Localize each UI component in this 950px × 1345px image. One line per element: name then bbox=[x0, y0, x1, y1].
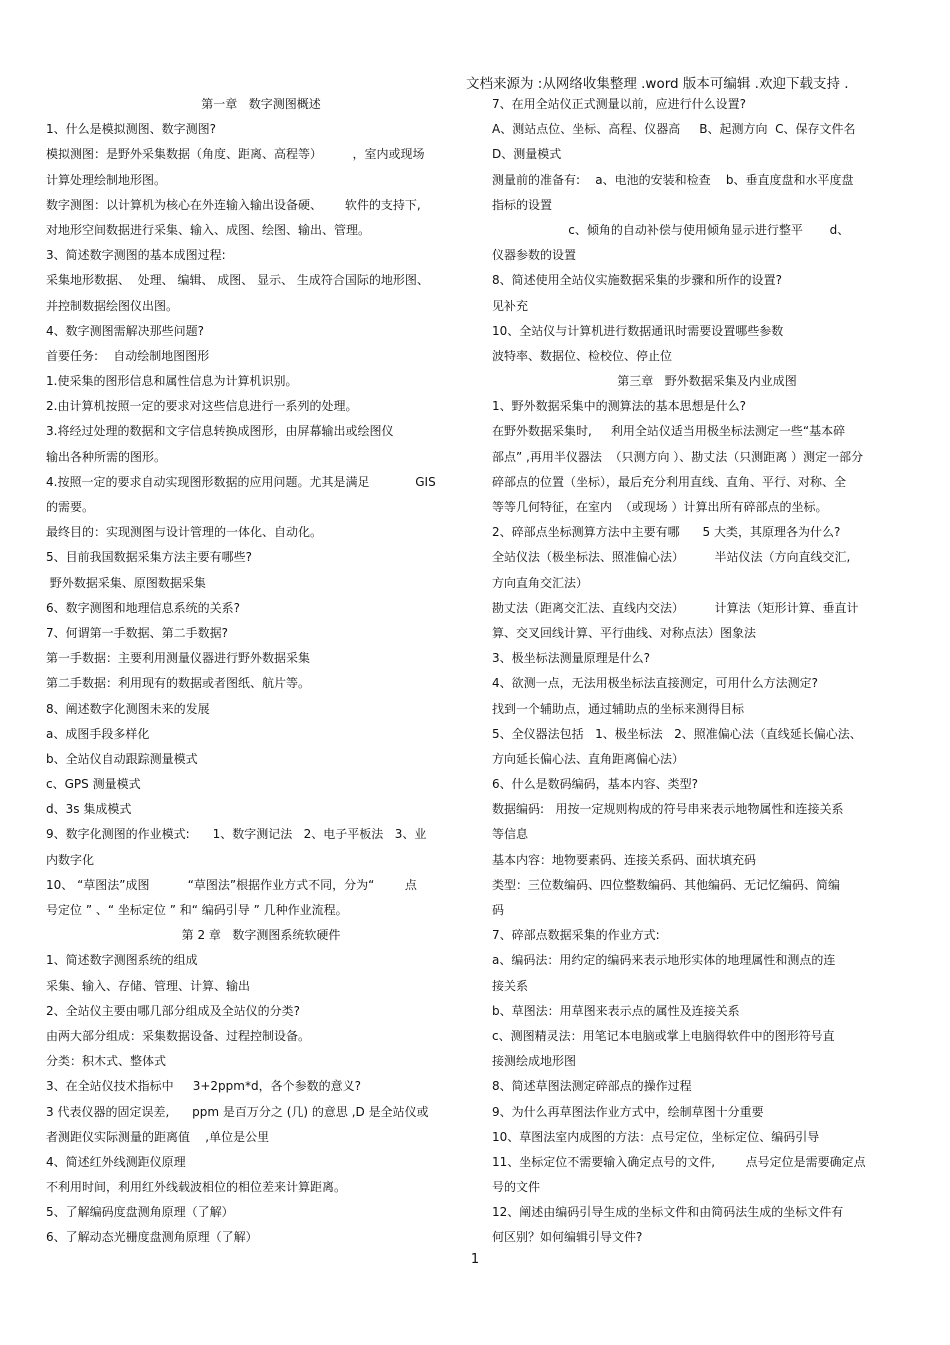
text-line: 4.按照一定的要求自动实现图形数据的应用问题。尤其是满足 GIS bbox=[46, 474, 436, 489]
text-line: 1、什么是模拟测图、数字测图? bbox=[46, 122, 217, 137]
text-line: 2、全站仪主要由哪几部分组成及全站仪的分类? bbox=[46, 1003, 301, 1018]
text-line: 接关系 bbox=[492, 978, 529, 993]
text-line: 3、简述数字测图的基本成图过程: bbox=[46, 248, 226, 263]
text-line: a、编码法：用约定的编码来表示地形实体的地理属性和测点的连 bbox=[492, 953, 836, 968]
text-line: 3、在全站仪技术指标中 3+2ppm*d，各个参数的意义? bbox=[46, 1079, 361, 1094]
text-line: 号的文件 bbox=[492, 1180, 541, 1195]
text-line: 10、 “草图法”成图 “草图法”根据作业方式不同，分为“ 点 bbox=[46, 877, 417, 892]
text-line: 7、在用全站仪正式测量以前，应进行什么设置? bbox=[492, 97, 747, 111]
text-line: 何区别？如何编辑引导文件? bbox=[492, 1230, 643, 1245]
text-line: 1、简述数字测图系统的组成 bbox=[46, 953, 198, 968]
text-line: 10、全站仪与计算机进行数据通讯时需要设置哪些参数 bbox=[492, 323, 784, 338]
document-source-header: 文档来源为 :从网络收集整理 .word 版本可编辑 .欢迎下载支持 . bbox=[466, 76, 849, 92]
text-line: b、草图法：用草图来表示点的属性及连接关系 bbox=[492, 1003, 740, 1018]
text-line: 4、数字测图需解决那些问题? bbox=[46, 323, 205, 338]
text-line: 最终目的：实现测图与设计管理的一体化、自动化。 bbox=[46, 525, 323, 540]
text-line: 找到一个辅助点，通过辅助点的坐标来测得目标 bbox=[492, 701, 745, 716]
text-line: 3 代表仪器的固定误差, ppm 是百万分之 (几) 的意思 ,D 是全站仪或 bbox=[46, 1104, 429, 1119]
text-line: 部点” ,再用半仪器法 （只测方向 ）、勘丈法（只测距离 ）测定一部分 bbox=[492, 449, 864, 464]
chapter-heading: 第三章 野外数据采集及内业成图 bbox=[617, 374, 797, 389]
text-line: 第一手数据：主要利用测量仪器进行野外数据采集 bbox=[46, 651, 311, 666]
text-line: 全站仪法（极坐标法、照准偏心法） 半站仪法（方向直线交汇, bbox=[492, 550, 851, 565]
text-line: 野外数据采集、原图数据采集 bbox=[46, 575, 206, 590]
text-line: 5、了解编码度盘测角原理（了解） bbox=[46, 1205, 234, 1220]
text-line: 11、坐标定位不需要输入确定点号的文件, 点号定位是需要确定点 bbox=[492, 1154, 866, 1169]
text-line: 碎部点的位置（坐标），最后充分利用直线、直角、平行、对称、全 bbox=[492, 474, 847, 489]
text-line: 指标的设置 bbox=[492, 197, 553, 212]
text-line: 2.由计算机按照一定的要求对这些信息进行一系列的处理。 bbox=[46, 399, 358, 414]
text-line: c、GPS 测量模式 bbox=[46, 777, 141, 792]
text-line: 数字测图：以计算机为核心在外连输入输出设备硬、 软件的支持下, bbox=[46, 197, 421, 212]
left-column bbox=[46, 92, 476, 1251]
text-line: 者测距仪实际测量的距离值 ,单位是公里 bbox=[46, 1129, 270, 1144]
text-line: 4、欲测一点，无法用极坐标法直接测定，可用什么方法测定? bbox=[492, 676, 819, 691]
text-line: 8、简述草图法测定碎部点的操作过程 bbox=[492, 1079, 692, 1094]
text-line: 12、阐述由编码引导生成的坐标文件和由简码法生成的坐标文件有 bbox=[492, 1205, 844, 1220]
text-line: 模拟测图：是野外采集数据（角度、距离、高程等） ，室内或现场 bbox=[46, 147, 425, 162]
text-line: b、全站仪自动跟踪测量模式 bbox=[46, 751, 198, 766]
text-line: 6、数字测图和地理信息系统的关系? bbox=[46, 600, 241, 615]
text-line: 的需要。 bbox=[46, 500, 95, 514]
text-line: a、成图手段多样化 bbox=[46, 726, 150, 741]
text-line: A、测站点位、坐标、高程、仪器高 B、起测方向 C、保存文件名 bbox=[492, 122, 856, 137]
right-column bbox=[492, 92, 922, 1251]
text-line: 数据编码: 用按一定规则构成的符号串来表示地物属性和连接关系 bbox=[492, 802, 844, 817]
text-line: 在野外数据采集时, 利用全站仪适当用极坐标法测定一些“基本碎 bbox=[492, 424, 846, 439]
text-line: c、测图精灵法：用笔记本电脑或掌上电脑得软件中的图形符号直 bbox=[492, 1028, 835, 1043]
text-line: 2、碎部点坐标测算方法中主要有哪 5 大类，其原理各为什么? bbox=[492, 525, 841, 540]
text-line: 5、目前我国数据采集方法主要有哪些? bbox=[46, 550, 253, 565]
text-line: 6、什么是数码编码，基本内容、类型? bbox=[492, 777, 699, 792]
text-line: 7、碎部点数据采集的作业方式: bbox=[492, 928, 660, 943]
text-line: 接测绘成地形图 bbox=[492, 1054, 577, 1069]
text-line: 见补充 bbox=[492, 298, 529, 313]
text-line: 方向直角交汇法） bbox=[492, 575, 589, 590]
text-line: 1.使采集的图形信息和属性信息为计算机识别。 bbox=[46, 374, 298, 389]
text-line: 等等几何特征，在室内 （或现场 ）计算出所有碎部点的坐标。 bbox=[492, 500, 828, 514]
text-line: 号定位 ” 、“ 坐标定位 ” 和“ 编码引导 ” 几种作业流程。 bbox=[46, 903, 348, 917]
text-line: 3.将经过处理的数据和文字信息转换成图形，由屏幕输出或绘图仪 bbox=[46, 424, 394, 439]
text-line: 方向延长偏心法、直角距离偏心法） bbox=[492, 751, 685, 766]
text-line: 第二手数据：利用现有的数据或者图纸、航片等。 bbox=[46, 676, 311, 691]
text-line: 并控制数据绘图仪出图。 bbox=[46, 298, 179, 313]
text-line: 7、何谓第一手数据、第二手数据? bbox=[46, 625, 229, 640]
text-line: 测量前的准备有: a、电池的安装和检查 b、垂直度盘和水平度盘 bbox=[492, 172, 854, 187]
text-line: 码 bbox=[492, 903, 505, 917]
chapter-heading: 第 2 章 数字测图系统软硬件 bbox=[181, 928, 341, 943]
text-line: 10、草图法室内成图的方法：点号定位，坐标定位、编码引导 bbox=[492, 1129, 820, 1144]
text-line: 首要任务: 自动绘制地图图形 bbox=[46, 348, 210, 363]
text-line: 波特率、数据位、检校位、停止位 bbox=[492, 348, 673, 363]
text-line: 8、简述使用全站仪实施数据采集的步骤和所作的设置? bbox=[492, 273, 783, 288]
text-line: 4、简述红外线测距仪原理 bbox=[46, 1154, 186, 1169]
text-line: 计算处理绘制地形图。 bbox=[46, 172, 167, 187]
text-line: 1、野外数据采集中的测算法的基本思想是什么? bbox=[492, 399, 747, 414]
text-line: 分类：积木式、整体式 bbox=[46, 1054, 167, 1069]
text-line: 内数字化 bbox=[46, 852, 95, 867]
text-line: d、3s 集成模式 bbox=[46, 802, 132, 817]
text-line: 8、阐述数字化测图未来的发展 bbox=[46, 701, 210, 716]
text-line: 不利用时间，利用红外线载波相位的相位差来计算距离。 bbox=[46, 1180, 347, 1195]
chapter-heading: 第一章 数字测图概述 bbox=[201, 97, 321, 111]
text-line: 算、交叉回线计算、平行曲线、对称点法）图象法 bbox=[492, 625, 757, 640]
text-line: 采集地形数据、 处理、 编辑、 成图、 显示、 生成符合国际的地形图、 bbox=[46, 273, 429, 288]
text-line: c、倾角的自动补偿与使用倾角显示进行整平 d、 bbox=[492, 222, 850, 237]
text-line: 勘丈法（距离交汇法、直线内交法） 计算法（矩形计算、垂直计 bbox=[492, 600, 859, 615]
text-line: D、测量模式 bbox=[492, 147, 562, 162]
text-line: 基本内容：地物要素码、连接关系码、面状填充码 bbox=[492, 852, 757, 867]
text-line: 9、数字化测图的作业模式: 1、数字测记法 2、电子平板法 3、业 bbox=[46, 827, 427, 842]
page-number: 1 bbox=[470, 1252, 480, 1267]
text-line: 9、为什么再草图法作业方式中，绘制草图十分重要 bbox=[492, 1104, 764, 1119]
text-line: 5、全仪器法包括 1、极坐标法 2、照准偏心法（直线延长偏心法、 bbox=[492, 726, 862, 741]
text-line: 对地形空间数据进行采集、输入、成图、绘图、输出、管理。 bbox=[46, 222, 371, 237]
text-line: 3、极坐标法测量原理是什么? bbox=[492, 651, 651, 666]
text-line: 仪器参数的设置 bbox=[492, 248, 577, 263]
text-line: 等信息 bbox=[492, 827, 529, 842]
text-line: 6、了解动态光栅度盘测角原理（了解） bbox=[46, 1230, 258, 1245]
text-line: 采集、输入、存储、管理、计算、输出 bbox=[46, 978, 251, 993]
text-line: 输出各种所需的图形。 bbox=[46, 449, 167, 464]
text-line: 类型：三位数编码、四位整数编码、其他编码、无记忆编码、简编 bbox=[492, 877, 841, 892]
text-line: 由两大部分组成：采集数据设备、过程控制设备。 bbox=[46, 1028, 311, 1043]
